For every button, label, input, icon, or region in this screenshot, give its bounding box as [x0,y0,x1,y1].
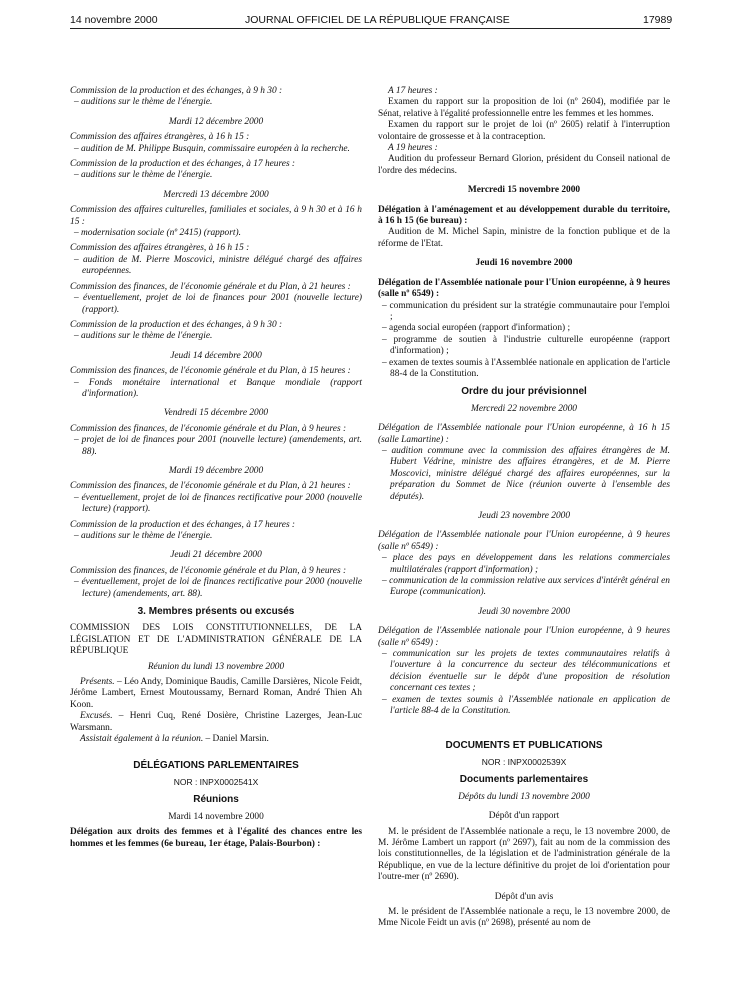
list-item: – auditions sur le thème de l'énergie. [74,531,213,541]
header-page-number: 17989 [643,14,673,26]
list-item: – auditions sur le thème de l'énergie. [74,170,213,181]
paragraph: Délégation à l'aménagement et au développement durable du territoire, à 16 h 15 (6e bureau) : [378,204,670,227]
list-item: – examen de textes soumis à l'Assemblée nationale en application de l'article 88-4 de la Constitution. [382,357,670,379]
left-column [70,86,362,850]
present-members: Présents. – Léo Andy, Dominique Baudis, Camille Darsières, Nicole Feidt, Jérôme Lambert, Ernest Moutoussamy, Bernard Roman, André Thien Ah Koon. [70,677,362,710]
section-heading: DÉLÉGATIONS PARLEMENTAIRES [133,759,299,771]
date-heading: Jeudi 21 décembre 2000 [170,550,262,561]
date-heading: Dépôts du lundi 13 novembre 2000 [458,791,590,802]
list-item: – audition de M. Pierre Moscovici, ministre délégué chargé des affaires européennes. [74,254,362,277]
paragraph: Délégation aux droits des femmes et à l'égalité des chances entre les hommes et les femmes (6e bureau, 1er étage, Palais-Bourbon) : [70,827,362,849]
right-column [378,86,670,930]
date-heading: Jeudi 23 novembre 2000 [477,511,571,521]
list-item: – auditions sur le thème de l'énergie. [74,331,213,342]
paragraph: Commission de la production et des échanges, à 9 h 30 : [70,319,283,330]
paragraph: Commission des affaires culturelles, familiales et sociales, à 9 h 30 et à 16 h 15 : [70,205,362,227]
header-date: 14 novembre 2000 [70,14,158,26]
list-item: – modernisation sociale (nº 2415) (rapport). [74,228,241,239]
list-item: – programme de soutien à l'industrie culturelle européenne (rapport d'information) ; [382,334,670,357]
date-heading: Jeudi 14 décembre 2000 [170,350,262,361]
nor-reference: NOR : INPX0002539X [481,756,567,767]
paragraph: Commission des finances, de l'économie générale et du Plan, à 9 heures : [70,565,347,576]
nor-reference: NOR : INPX0002541X [173,776,259,787]
deposit-heading: Dépôt d'un rapport [488,811,560,822]
paragraph: Examen du rapport sur le projet de loi (nº 2605) relatif à l'interruption volontaire de grossesse et à la contraception. [378,120,670,142]
paragraph: Commission des finances, de l'économie générale et du Plan, à 9 heures : [70,423,347,434]
paragraph: Commission des affaires étrangères, à 16 h 15 : [70,132,250,143]
date-heading: Mercredi 22 novembre 2000 [471,403,577,414]
time-heading: A 19 heures : [388,143,438,154]
list-item: – projet de loi de finances pour 2001 (nouvelle lecture) (amendements, art. 88). [74,435,362,457]
list-item: – communication de la commission relative aux services d'intérêt général en Europe (communication). [382,576,670,598]
commission-title: COMMISSION DES LOIS CONSTITUTIONNELLES, DE LA LÉGISLATION ET DE L'ADMINISTRATION GÉNÉRALE DE LA RÉPUBLIQUE [70,623,362,657]
list-item: – éventuellement, projet de loi de finances rectificative pour 2000 (nouvelle lecture) (amendements, art. 88). [74,577,362,599]
paragraph: Audition du professeur Bernard Glorion, président du Conseil national de l'ordre des médecins. [378,154,670,176]
paragraph: Commission de la production et des échanges, à 9 h 30 : [70,86,283,96]
paragraph: Commission de la production et des échanges, à 17 heures : [70,159,296,170]
paragraph: Commission des finances, de l'économie générale et du Plan, à 15 heures : [70,366,351,377]
deposit-heading: Dépôt d'un avis [494,891,554,902]
subsection-heading: Documents parlementaires [459,774,589,786]
also-attending: Assistait également à la réunion. – Daniel Marsin. [80,734,269,745]
time-heading: A 17 heures : [388,86,438,96]
paragraph: M. le président de l'Assemblée nationale a reçu, le 13 novembre 2000, de M. Jérôme Lambert un rapport (nº 2697), fait au nom de la commission des lois constitutionnelles, de la législation et de l'administration générale de la République, en vue de la lecture définitive du projet de loi d'orientation pour l'outre-mer (nº 2690). [378,826,670,883]
date-heading: Mardi 19 décembre 2000 [168,465,264,476]
paragraph: Délégation de l'Assemblée nationale pour l'Union européenne, à 16 h 15 (salle Lamartine) : [378,423,670,445]
paragraph: Commission des finances, de l'économie générale et du Plan, à 21 heures : [70,481,351,492]
header-rule [70,28,670,29]
paragraph: Délégation de l'Assemblée nationale pour l'Union européenne, à 9 heures (salle nº 6549) : [378,530,670,552]
meeting-heading: Réunion du lundi 13 novembre 2000 [147,661,285,672]
date-heading: Mardi 14 novembre 2000 [168,811,264,822]
paragraph: Audition de M. Michel Sapin, ministre de la fonction publique et de la réforme de l'Etat. [378,227,670,249]
section-heading: DOCUMENTS ET PUBLICATIONS [445,739,603,751]
date-heading: Jeudi 30 novembre 2000 [477,606,571,617]
list-item: – examen de textes soumis à l'Assemblée nationale en application de l'article 88-4 de la Constitution. [382,694,670,717]
date-heading: Jeudi 16 novembre 2000 [475,258,573,269]
list-item: – place des pays en développement dans les relations commerciales multilatérales (rapport d'information) ; [382,553,670,575]
list-item: – Fonds monétaire international et Banque mondiale (rapport d'information). [74,377,362,399]
subsection-heading: Réunions [193,794,239,806]
date-heading: Mardi 12 décembre 2000 [168,116,264,127]
paragraph: Commission des affaires étrangères, à 16 h 15 : [70,243,250,254]
list-item: – éventuellement, projet de loi de finances pour 2001 (nouvelle lecture) (rapport). [74,293,362,315]
paragraph: Examen du rapport sur la proposition de loi (nº 2604), modifiée par le Sénat, relative à l'égalité professionnelle entre les femmes et les hommes. [378,97,670,119]
list-item: – auditions sur le thème de l'énergie. [74,97,213,108]
paragraph: Commission de la production et des échanges, à 17 heures : [70,519,296,530]
list-item: – audition commune avec la commission des affaires étrangères de M. Hubert Védrine, ministre des affaires étrangères, et de M. Pierre Moscovici, ministre délégué chargé des affaires européennes, sur la préparation du Sommet de Nice (réunion ouverte à l'ensemble des députés). [382,445,670,502]
excused-members: Excusés. – Henri Cuq, René Dosière, Christine Lazerges, Jean-Luc Warsmann. [70,711,362,733]
paragraph: Délégation de l'Assemblée nationale pour l'Union européenne, à 9 heures (salle nº 6549) : [378,626,670,648]
section-heading: Ordre du jour prévisionnel [461,386,587,398]
page-header [0,0,748,30]
list-item: – communication sur les projets de textes communautaires relatifs à l'ouverture à la concurrence du secteur des télécommunications et décision éventuelle sur le dépôt d'une proposition de résolution concernant ces textes ; [382,649,670,694]
list-item: – agenda social européen (rapport d'information) ; [382,323,571,334]
paragraph: Commission des finances, de l'économie générale et du Plan, à 21 heures : [70,281,351,292]
list-item: – audition de M. Philippe Busquin, commissaire européen à la recherche. [74,143,350,154]
header-journal-title: JOURNAL OFFICIEL DE LA RÉPUBLIQUE FRANÇAISE [245,14,510,26]
section-heading: 3. Membres présents ou excusés [137,606,295,618]
date-heading: Mercredi 15 novembre 2000 [467,185,581,196]
date-heading: Vendredi 15 décembre 2000 [163,408,269,419]
date-heading: Mercredi 13 décembre 2000 [163,189,269,200]
paragraph: M. le président de l'Assemblée nationale a reçu, le 13 novembre 2000, de Mme Nicole Feidt un avis (nº 2698), présenté au nom de [378,906,670,929]
paragraph: Délégation de l'Assemblée nationale pour l'Union européenne, à 9 heures (salle nº 6549) : [378,277,670,300]
list-item: – éventuellement, projet de loi de finances rectificative pour 2000 (nouvelle lecture) (rapport). [74,492,362,515]
list-item: – communication du président sur la stratégie communautaire pour l'emploi ; [382,300,670,322]
